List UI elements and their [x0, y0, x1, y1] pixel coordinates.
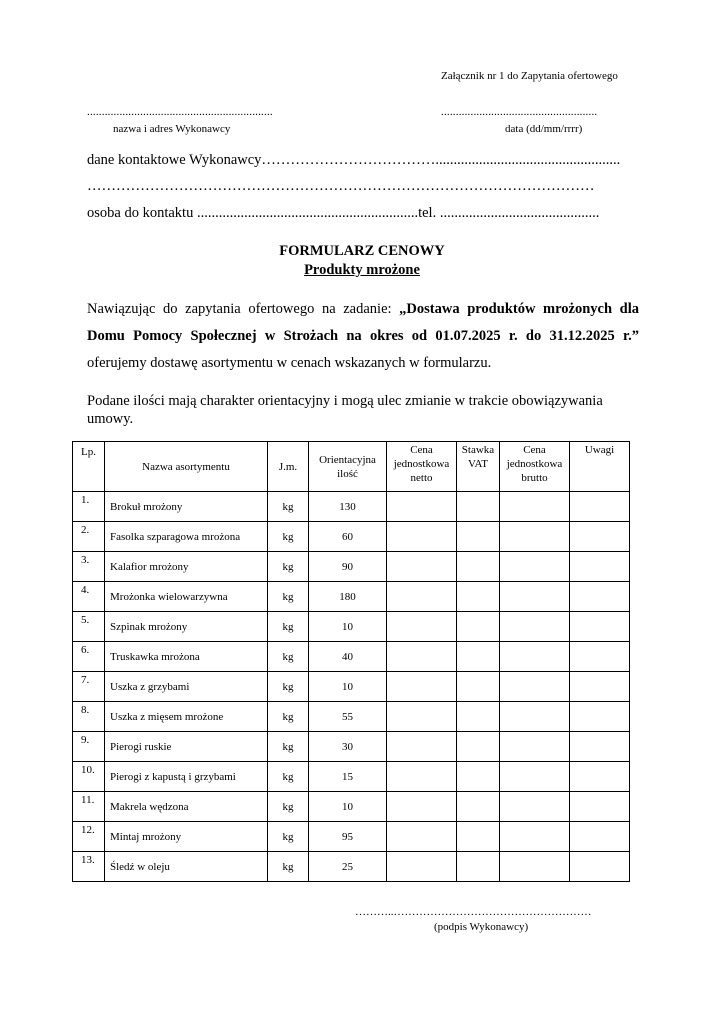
form-subtitle	[0, 262, 724, 279]
row-unit: kg	[268, 582, 309, 612]
row-vat-cell[interactable]	[457, 792, 500, 822]
row-unit: kg	[268, 762, 309, 792]
row-net-price-cell[interactable]	[387, 612, 457, 642]
row-unit: kg	[268, 792, 309, 822]
row-net-price-cell[interactable]	[387, 492, 457, 522]
table-row	[73, 852, 630, 882]
row-gross-price-cell[interactable]	[500, 672, 570, 702]
row-net-price-cell[interactable]	[387, 702, 457, 732]
row-gross-price-cell[interactable]	[500, 522, 570, 552]
row-name: Uszka z mięsem mrożone	[105, 702, 268, 732]
table-row	[73, 492, 630, 522]
row-gross-price-cell[interactable]	[500, 702, 570, 732]
row-qty: 130	[309, 492, 387, 522]
row-notes-cell[interactable]	[570, 612, 630, 642]
table-row	[73, 642, 630, 672]
row-lp: 11.	[73, 792, 105, 822]
row-gross-price-cell[interactable]	[500, 792, 570, 822]
row-qty: 10	[309, 792, 387, 822]
row-lp: 13.	[73, 852, 105, 882]
row-unit: kg	[268, 702, 309, 732]
row-vat-cell[interactable]	[457, 642, 500, 672]
table-header-row	[73, 442, 630, 492]
row-qty: 95	[309, 822, 387, 852]
row-vat-cell[interactable]	[457, 732, 500, 762]
row-notes-cell[interactable]	[570, 762, 630, 792]
row-gross-price-cell[interactable]	[500, 852, 570, 882]
header-vat: Stawka VAT	[457, 442, 500, 492]
row-gross-price-cell[interactable]	[500, 822, 570, 852]
row-gross-price-cell[interactable]	[500, 642, 570, 672]
row-notes-cell[interactable]	[570, 642, 630, 672]
contact-line-1: dane kontaktowe Wykonawcy………………………………...................................................	[87, 152, 621, 168]
header-unit: J.m.	[268, 442, 309, 492]
row-qty: 55	[309, 702, 387, 732]
row-gross-price-cell[interactable]	[500, 732, 570, 762]
form-title: FORMULARZ CENOWY	[279, 243, 445, 259]
table-row	[73, 762, 630, 792]
signature-caption: (podpis Wykonawcy)	[434, 921, 529, 933]
header-lp: Lp.	[73, 442, 105, 492]
intro-suffix: oferujemy dostawę asortymentu w cenach wskazanych w formularzu.	[87, 355, 492, 371]
intro-prefix: Nawiązując do zapytania ofertowego na zadanie:	[87, 301, 400, 317]
table-row	[73, 702, 630, 732]
table-row	[73, 732, 630, 762]
row-gross-price-cell[interactable]	[500, 492, 570, 522]
quantity-note: Podane ilości mają charakter orientacyjny i mogą ulec zmianie w trakcie obowiązywania umowy.	[87, 393, 603, 427]
row-notes-cell[interactable]	[570, 792, 630, 822]
row-notes-cell[interactable]	[570, 702, 630, 732]
row-lp: 5.	[73, 612, 105, 642]
row-gross-price-cell[interactable]	[500, 582, 570, 612]
row-qty: 40	[309, 642, 387, 672]
row-net-price-cell[interactable]	[387, 732, 457, 762]
date-dots: .....................................................	[441, 106, 598, 118]
row-qty: 90	[309, 552, 387, 582]
table-row	[73, 612, 630, 642]
row-name: Fasolka szparagowa mrożona	[105, 522, 268, 552]
date-caption: data (dd/mm/rrrr)	[505, 123, 583, 135]
row-vat-cell[interactable]	[457, 822, 500, 852]
row-vat-cell[interactable]	[457, 612, 500, 642]
row-qty: 180	[309, 582, 387, 612]
contractor-dots: ...............................................................	[87, 106, 273, 118]
row-gross-price-cell[interactable]	[500, 552, 570, 582]
row-unit: kg	[268, 492, 309, 522]
form-subtitle-text: Produkty mrożone	[304, 262, 420, 278]
row-net-price-cell[interactable]	[387, 792, 457, 822]
row-name: Szpinak mrożony	[105, 612, 268, 642]
table-row	[73, 822, 630, 852]
row-notes-cell[interactable]	[570, 672, 630, 702]
header-net-price: Cena jednostkowa netto	[387, 442, 457, 492]
row-qty: 15	[309, 762, 387, 792]
row-lp: 6.	[73, 642, 105, 672]
row-name: Makrela wędzona	[105, 792, 268, 822]
row-net-price-cell[interactable]	[387, 582, 457, 612]
row-notes-cell[interactable]	[570, 522, 630, 552]
row-vat-cell[interactable]	[457, 582, 500, 612]
table-row	[73, 552, 630, 582]
row-lp: 9.	[73, 732, 105, 762]
row-name: Pierogi ruskie	[105, 732, 268, 762]
row-vat-cell[interactable]	[457, 522, 500, 552]
row-net-price-cell[interactable]	[387, 852, 457, 882]
row-name: Pierogi z kapustą i grzybami	[105, 762, 268, 792]
row-name: Mintaj mrożony	[105, 822, 268, 852]
row-vat-cell[interactable]	[457, 762, 500, 792]
contact-line-2: ……………………………………………………………………………………………	[87, 178, 595, 194]
row-net-price-cell[interactable]	[387, 672, 457, 702]
row-qty: 10	[309, 672, 387, 702]
header-qty: Orientacyjna ilość	[309, 442, 387, 492]
price-table	[72, 441, 630, 882]
intro-task: „Dostawa produktów mrożonych dla Domu Pomocy Społecznej w Strożach na okres od 01.07.2025 r. do 31.12.2025 r.”	[87, 301, 639, 344]
contact-person-line: osoba do kontaktu .............................................................tel. ............................................	[87, 205, 600, 221]
contractor-caption: nazwa i adres Wykonawcy	[113, 123, 231, 135]
row-unit: kg	[268, 612, 309, 642]
row-vat-cell[interactable]	[457, 552, 500, 582]
row-lp: 8.	[73, 702, 105, 732]
row-lp: 7.	[73, 672, 105, 702]
row-qty: 30	[309, 732, 387, 762]
row-lp: 4.	[73, 582, 105, 612]
row-vat-cell[interactable]	[457, 672, 500, 702]
signature-dots: ………..………………………………………………	[355, 906, 592, 918]
row-name: Śledź w oleju	[105, 852, 268, 882]
row-qty: 60	[309, 522, 387, 552]
row-notes-cell[interactable]	[570, 732, 630, 762]
row-qty: 10	[309, 612, 387, 642]
row-notes-cell[interactable]	[570, 852, 630, 882]
row-notes-cell[interactable]	[570, 552, 630, 582]
header-notes: Uwagi	[570, 442, 630, 492]
table-row	[73, 672, 630, 702]
row-notes-cell[interactable]	[570, 582, 630, 612]
row-net-price-cell[interactable]	[387, 552, 457, 582]
row-net-price-cell[interactable]	[387, 762, 457, 792]
row-name: Uszka z grzybami	[105, 672, 268, 702]
row-lp: 2.	[73, 522, 105, 552]
row-lp: 12.	[73, 822, 105, 852]
intro-paragraph	[87, 296, 639, 377]
row-notes-cell[interactable]	[570, 492, 630, 522]
row-name: Brokuł mrożony	[105, 492, 268, 522]
row-lp: 10.	[73, 762, 105, 792]
row-qty: 25	[309, 852, 387, 882]
row-net-price-cell[interactable]	[387, 822, 457, 852]
row-net-price-cell[interactable]	[387, 642, 457, 672]
row-vat-cell[interactable]	[457, 702, 500, 732]
row-vat-cell[interactable]	[457, 852, 500, 882]
row-unit: kg	[268, 822, 309, 852]
attachment-label: Załącznik nr 1 do Zapytania ofertowego	[441, 70, 618, 82]
row-unit: kg	[268, 852, 309, 882]
row-unit: kg	[268, 672, 309, 702]
row-vat-cell[interactable]	[457, 492, 500, 522]
row-name: Kalafior mrożony	[105, 552, 268, 582]
row-unit: kg	[268, 522, 309, 552]
table-row	[73, 792, 630, 822]
header-gross-price: Cena jednostkowa brutto	[500, 442, 570, 492]
row-lp: 1.	[73, 492, 105, 522]
row-gross-price-cell[interactable]	[500, 762, 570, 792]
row-net-price-cell[interactable]	[387, 522, 457, 552]
row-name: Mrożonka wielowarzywna	[105, 582, 268, 612]
row-notes-cell[interactable]	[570, 822, 630, 852]
header-name: Nazwa asortymentu	[105, 442, 268, 492]
table-row	[73, 522, 630, 552]
row-lp: 3.	[73, 552, 105, 582]
row-gross-price-cell[interactable]	[500, 612, 570, 642]
row-unit: kg	[268, 732, 309, 762]
table-row	[73, 582, 630, 612]
row-unit: kg	[268, 552, 309, 582]
row-name: Truskawka mrożona	[105, 642, 268, 672]
row-unit: kg	[268, 642, 309, 672]
